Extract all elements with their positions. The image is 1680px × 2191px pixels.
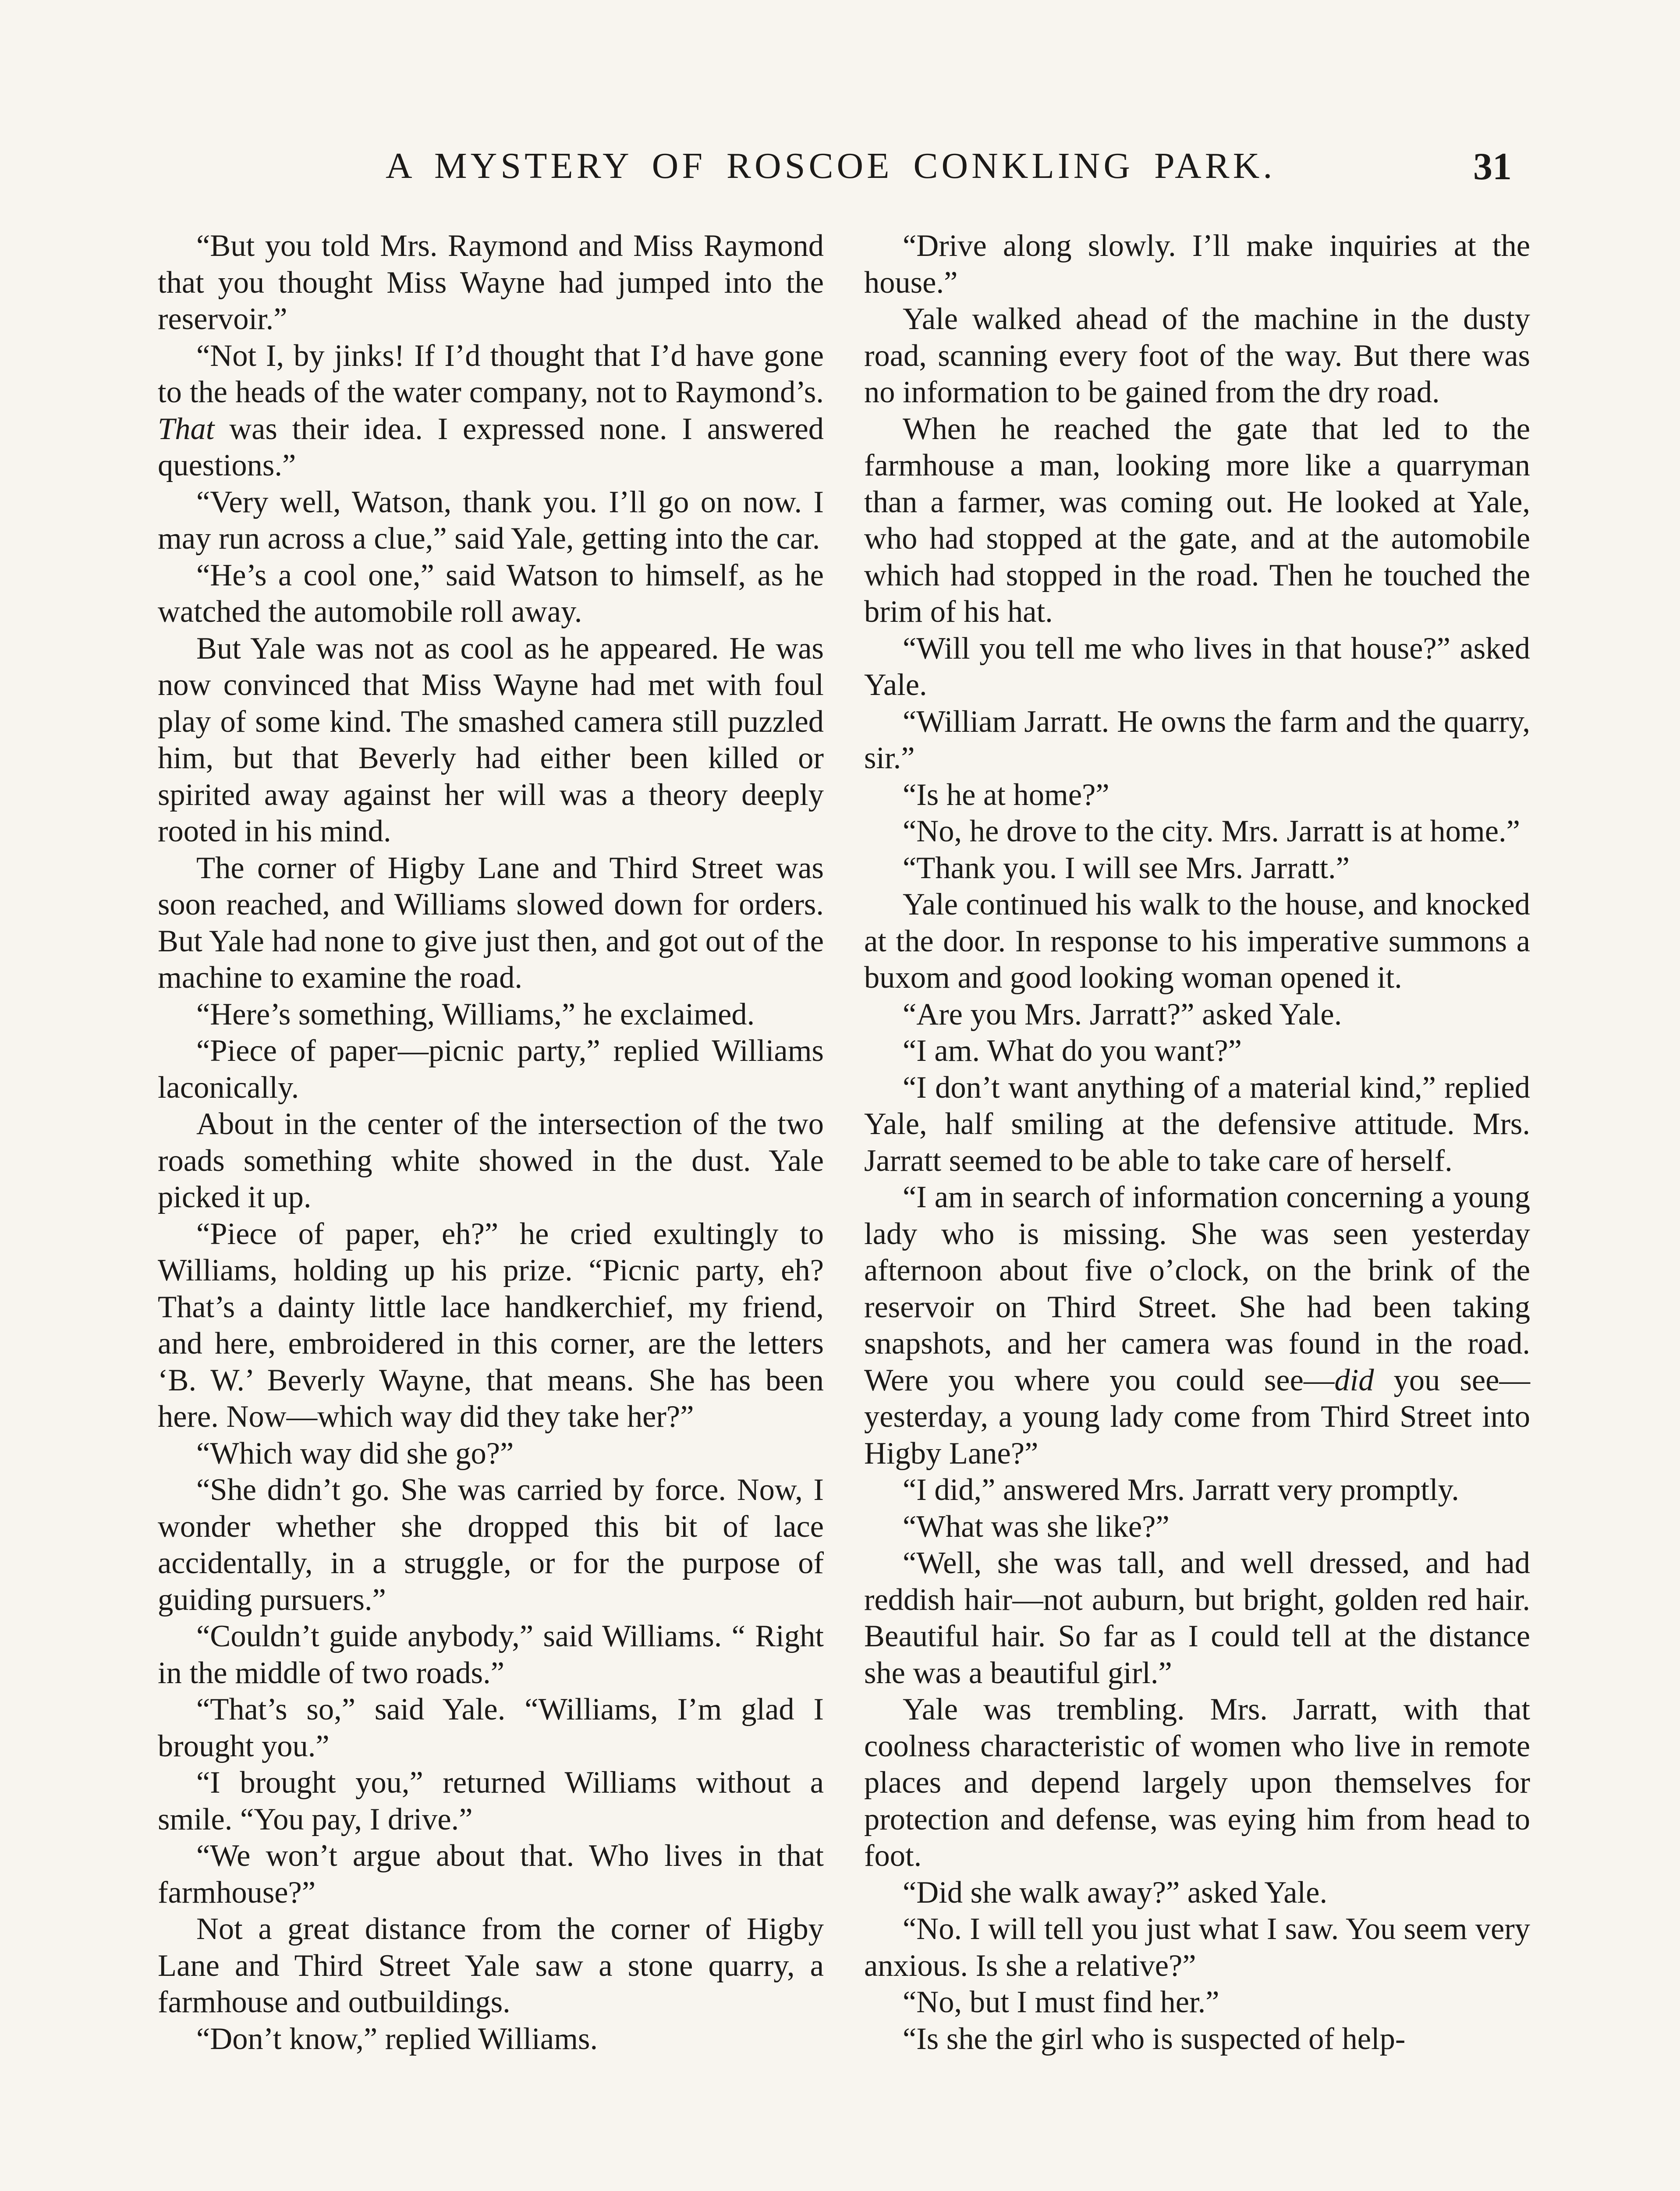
paragraph: About in the center of the intersection of the two roads something white showed in the dust. Yale picked it up.	[158, 1107, 824, 1214]
paragraph: “Thank you. I will see Mrs. Jarratt.”	[903, 851, 1350, 885]
right-text-column	[864, 228, 1530, 2057]
paragraph	[158, 338, 824, 484]
paragraph: Yale walked ahead of the machine in the dusty road, scanning every foot of the way. But there was no information to be gained from the dry road.	[864, 302, 1530, 409]
paragraph: Not a great distance from the corner of Higby Lane and Third Street Yale saw a stone quarry, a farmhouse and outbuildings.	[158, 1912, 824, 2019]
paragraph: “She didn’t go. She was carried by force. Now, I wonder whether she dropped this bit of lace accidentally, in a struggle, or for the purpose of guiding pursuers.”	[158, 1473, 824, 1617]
italic-text: did	[1334, 1363, 1374, 1397]
italic-text: That	[158, 411, 215, 446]
text-run: “Not I, by jinks! If I’d thought that I’d have gone to the heads of the water company, not to Raymond’s.	[158, 338, 824, 409]
paragraph: “Piece of paper, eh?” he cried exultingly to Williams, holding up his prize. “Picnic party, eh? That’s a dainty little lace handkerchief, my friend, and here, embroidered in this corner, are the letters ‘B. W.’ Beverly Wayne, that means. She has been here. Now—which way did they take her?”	[158, 1216, 824, 1434]
paragraph: “Did she walk away?” asked Yale.	[903, 1875, 1328, 1910]
paragraph: Yale continued his walk to the house, and knocked at the door. In response to his imperative summons a buxom and good looking woman opened it.	[864, 887, 1530, 995]
paragraph: “We won’t argue about that. Who lives in that farmhouse?”	[158, 1839, 824, 1910]
paragraph: “William Jarratt. He owns the farm and the quarry, sir.”	[864, 704, 1530, 775]
paragraph: “No, he drove to the city. Mrs. Jarratt is at home.”	[903, 814, 1520, 848]
paragraph: “No, but I must find her.”	[903, 1985, 1219, 2019]
text-run: “I am in search of information concerning a young lady who is missing. She was seen yesterday afternoon about five o’clock, on the brink of the reservoir on Third Street. She had been taking snapshots, and her camera was found in the road. Were you where you could see—	[864, 1180, 1530, 1397]
paragraph: But Yale was not as cool as he appeared. He was now convinced that Miss Wayne had met with foul play of some kind. The smashed camera still puzzled him, but that Beverly had either been killed or spirited away against her will was a theory deeply rooted in his mind.	[158, 631, 824, 848]
paragraph: “I brought you,” returned Williams without a smile. “You pay, I drive.”	[158, 1766, 824, 1836]
paragraph: “I am. What do you want?”	[903, 1034, 1242, 1068]
running-header	[0, 145, 1680, 206]
left-text-column	[158, 228, 824, 2057]
page-number: 31	[1473, 145, 1512, 188]
paragraph: “Is he at home?”	[903, 777, 1109, 812]
paragraph	[864, 1179, 1530, 1472]
paragraph: “Well, she was tall, and well dressed, and had reddish hair—not auburn, but bright, golden red hair. Beautiful hair. So far as I could tell at the distance she was a beautiful girl.”	[864, 1546, 1530, 1690]
text-run: was their idea. I expressed none. I answered questions.”	[158, 411, 824, 482]
paragraph: “But you told Mrs. Raymond and Miss Raymond that you thought Miss Wayne had jumped into the reservoir.”	[158, 229, 824, 336]
text-run: you see—yesterday, a young lady come from Third Street into Higby Lane?”	[864, 1363, 1531, 1471]
paragraph: “Piece of paper—picnic party,” replied Williams laconically.	[158, 1034, 824, 1105]
running-title: A MYSTERY OF ROSCOE CONKLING PARK.	[386, 145, 1276, 186]
paragraph: “Couldn’t guide anybody,” said Williams. “ Right in the middle of two roads.”	[158, 1619, 824, 1690]
paragraph: “That’s so,” said Yale. “Williams, I’m glad I brought you.”	[158, 1692, 824, 1763]
paragraph: “Which way did she go?”	[196, 1436, 514, 1471]
paragraph: “What was she like?”	[903, 1509, 1170, 1544]
paragraph: “Is she the girl who is suspected of help-	[903, 2021, 1406, 2056]
paragraph: “Are you Mrs. Jarratt?” asked Yale.	[903, 997, 1342, 1032]
paragraph: The corner of Higby Lane and Third Street was soon reached, and Williams slowed down for orders. But Yale had none to give just then, and got out of the machine to examine the road.	[158, 851, 824, 995]
paragraph: “Here’s something, Williams,” he exclaimed.	[196, 997, 755, 1032]
paragraph: “Don’t know,” replied Williams.	[196, 2021, 598, 2056]
paragraph: “Drive along slowly. I’ll make inquiries at the house.”	[864, 229, 1530, 300]
paragraph: “No. I will tell you just what I saw. You seem very anxious. Is she a relative?”	[864, 1912, 1530, 1983]
paragraph: Yale was trembling. Mrs. Jarratt, with that coolness characteristic of women who live in remote places and depend largely upon themselves for protection and defense, was eying him from head to foot.	[864, 1692, 1530, 1873]
paragraph: “He’s a cool one,” said Watson to himself, as he watched the automobile roll away.	[158, 558, 824, 629]
paragraph: When he reached the gate that led to the farmhouse a man, looking more like a quarryman than a farmer, was coming out. He looked at Yale, who had stopped at the gate, and at the automobile which had stopped in the road. Then he touched the brim of his hat.	[864, 411, 1530, 629]
paragraph: “Very well, Watson, thank you. I’ll go on now. I may run across a clue,” said Yale, getting into the car.	[158, 485, 824, 556]
paragraph: “Will you tell me who lives in that house?” asked Yale.	[864, 631, 1530, 702]
paragraph: “I don’t want anything of a material kind,” replied Yale, half smiling at the defensive attitude. Mrs. Jarratt seemed to be able to take care of herself.	[864, 1070, 1530, 1178]
paragraph: “I did,” answered Mrs. Jarratt very promptly.	[903, 1473, 1459, 1507]
